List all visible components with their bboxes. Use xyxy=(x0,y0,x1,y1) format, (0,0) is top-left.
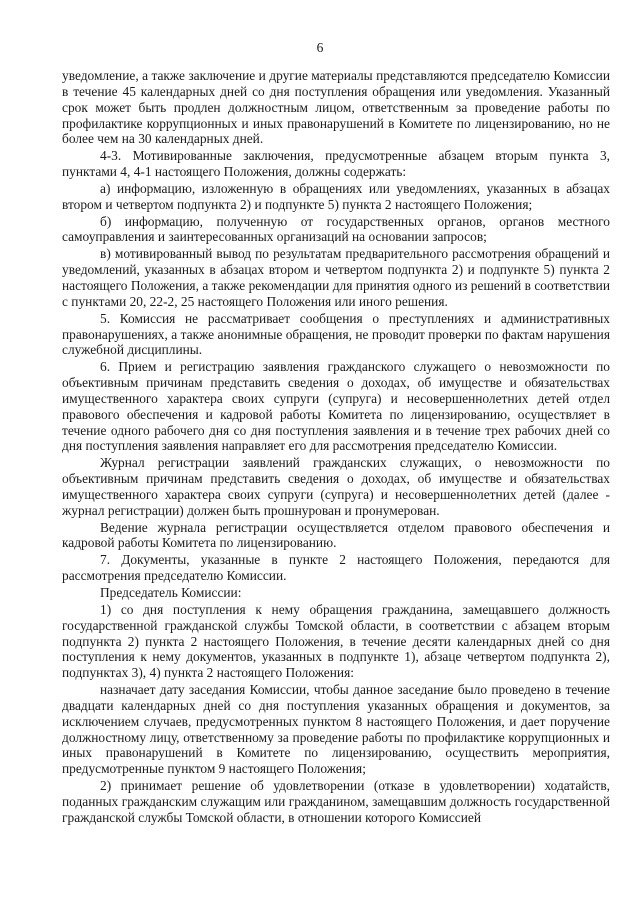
paragraph: 1) со дня поступления к нему обращения гражданина, замещавшего должность государственной гражданской службы Томской области, в соответствии с абзацем вторым подпункта 2) пункта 2 настоящего Положения, в течение десяти календарных дней со дня поступления к нему документов, указанных в подпункте 1), абзаце четвертом подпункта 2), подпунктах 3), 4) пункта 2 настоящего Положения: xyxy=(62,601,610,681)
paragraph: а) информацию, изложенную в обращениях или уведомлениях, указанных в абзацах втором и четвертом подпункта 2) и подпункте 5) пункта 2 настоящего Положения; xyxy=(62,180,610,212)
paragraph: 7. Документы, указанные в пункте 2 настоящего Положения, передаются для рассмотрения председателю Комиссии. xyxy=(62,552,610,584)
document-body xyxy=(62,68,610,827)
paragraph: б) информацию, полученную от государственных органов, органов местного самоуправления и заинтересованных организаций на основании запросов; xyxy=(62,213,610,245)
paragraph: Председатель Комиссии: xyxy=(100,585,242,600)
paragraph: 6. Прием и регистрацию заявления гражданского служащего о невозможности по объективным причинам представить сведения о доходах, об имуществе и обязательствах имущественного характера своих супруги (супруга) и несовершеннолетних детей отдел правового обеспечения и кадровой работы Комитета по лицензированию, осуществляет в течение одного рабочего дня со дня поступления заявления и в течение трех рабочих дней со дня поступления заявления направляет его для рассмотрения председателю Комиссии. xyxy=(62,359,610,454)
paragraph: 2) принимает решение об удовлетворении (отказе в удовлетворении) ходатайств, поданных гражданским служащим или гражданином, замещавшим должность государственной гражданской службы Томской области, в отношении которого Комиссией xyxy=(62,778,610,825)
paragraph: Ведение журнала регистрации осуществляется отделом правового обеспечения и кадровой работы Комитета по лицензированию. xyxy=(62,519,610,551)
paragraph: 5. Комиссия не рассматривает сообщения о преступлениях и административных правонарушениях, а также анонимные обращения, не проводит проверки по фактам нарушения служебной дисциплины. xyxy=(62,310,610,358)
paragraph: назначает дату заседания Комиссии, чтобы данное заседание было проведено в течение двадцати календарных дней со дня поступления указанных обращения и документов, за исключением случаев, предусмотренных пунктом 8 настоящего Положения, и дает поручение должностному лицу, ответственному за проведение работы по профилактике коррупционных и иных правонарушений в Комитете по лицензированию, осуществить мероприятия, предусмотренные пунктом 9 настоящего Положения; xyxy=(62,682,610,777)
paragraph: 4-3. Мотивированные заключения, предусмотренные абзацем вторым пункта 3, пунктами 4, 4-1 настоящего Положения, должны содержать: xyxy=(62,148,610,180)
page-number: 6 xyxy=(316,40,324,55)
paragraph: Журнал регистрации заявлений гражданских служащих, о невозможности по объективным причинам представить сведения о доходах, об имуществе и обязательствах имущественного характера своих супруги (супруга) и несовершеннолетних детей (далее - журнал регистрации) должен быть прошнурован и пронумерован. xyxy=(62,455,610,518)
paragraph: в) мотивированный вывод по результатам предварительного рассмотрения обращений и уведомлений, указанных в абзацах втором и четвертом подпункта 2) и подпункте 5) пункта 2 настоящего Положения, а также рекомендации для принятия одного из решений в соответствии с пунктами 20, 22-2, 25 настоящего Положения или иного решения. xyxy=(62,246,610,309)
paragraph: уведомление, а также заключение и другие материалы представляются председателю Комиссии в течение 45 календарных дней со дня поступления обращения или уведомления. Указанный срок может быть продлен должностным лицом, ответственным за проведение работы по профилактике коррупционных и иных правонарушений в Комитете по лицензированию, но не более чем на 30 календарных дней. xyxy=(62,68,610,147)
